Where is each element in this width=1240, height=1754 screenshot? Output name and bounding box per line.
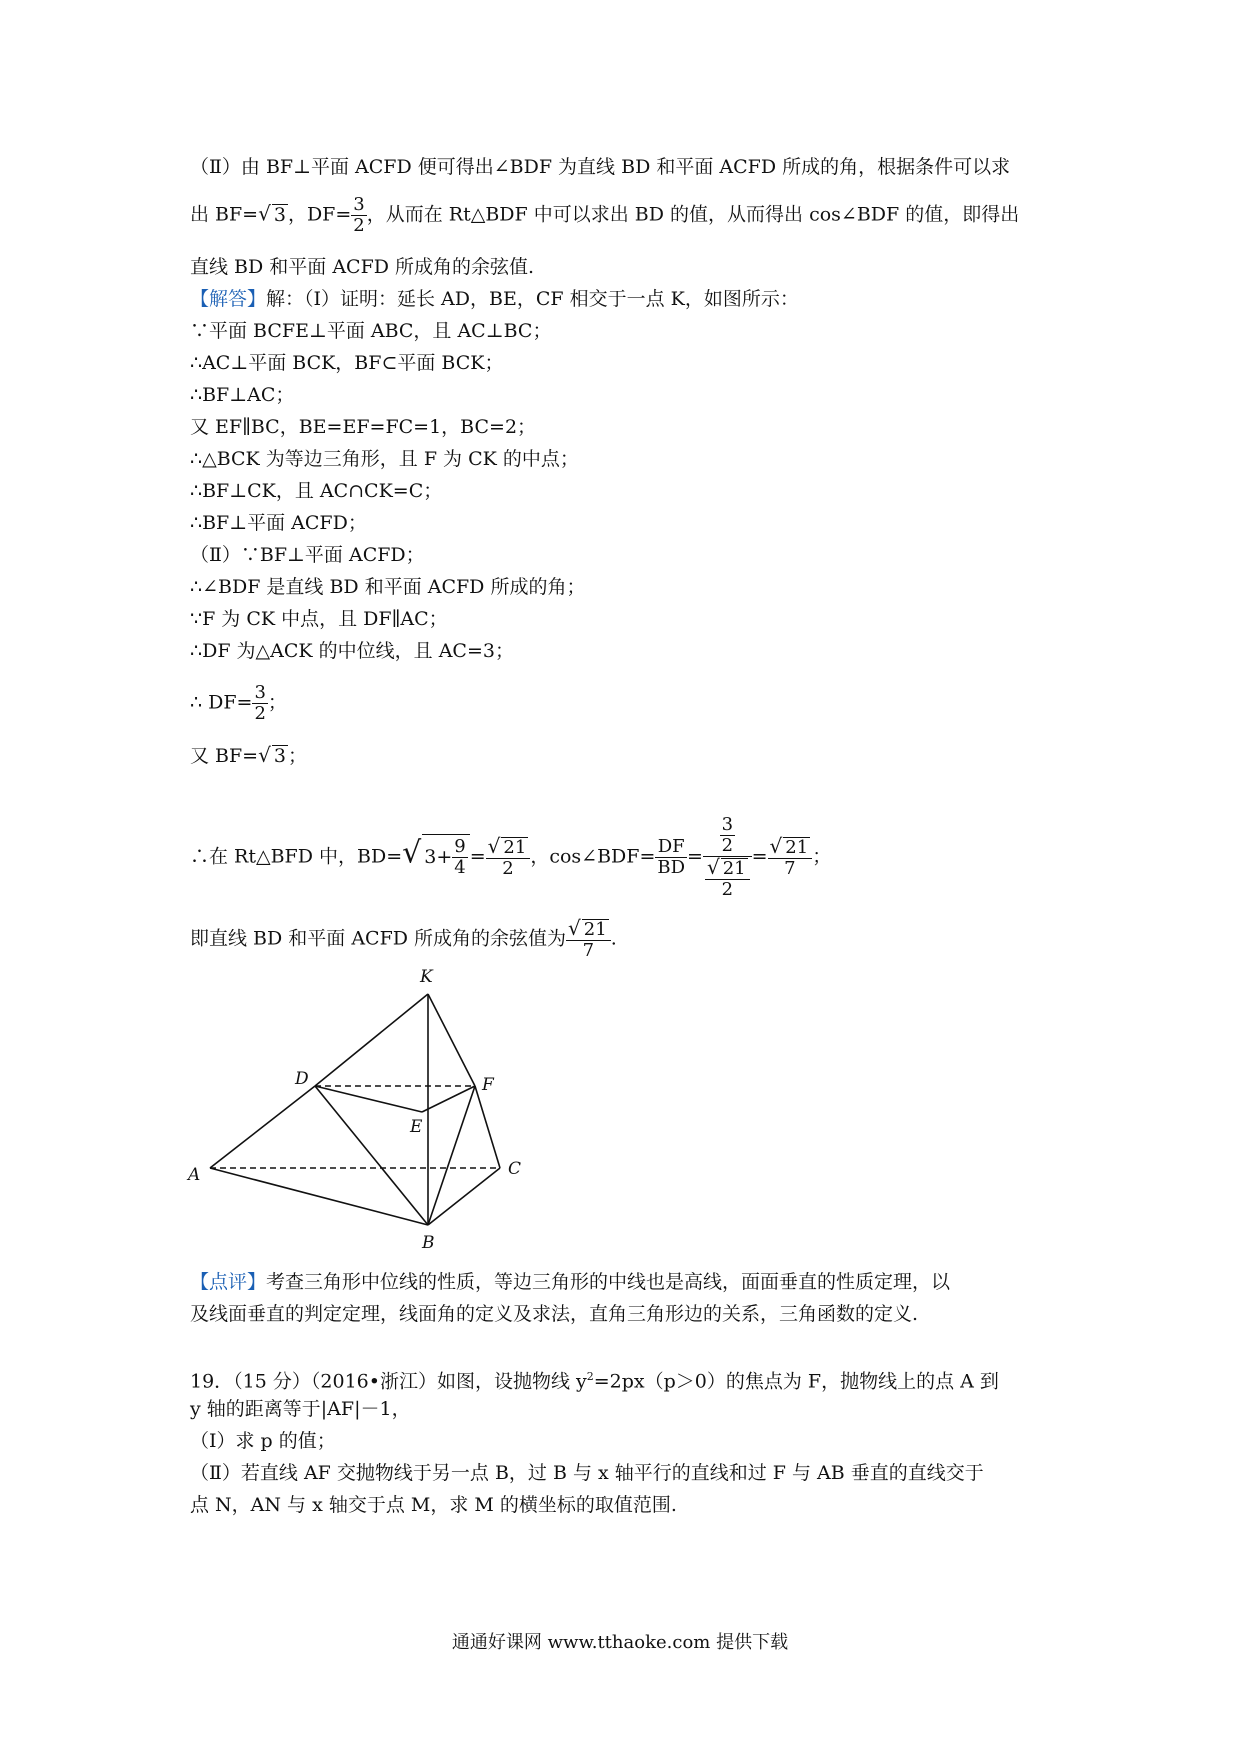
solution-line-6: ∴BF⊥CK，且 AC∩CK=C； <box>190 480 443 502</box>
denominator: BD <box>657 857 686 878</box>
sqrt-sign: √ <box>402 835 422 871</box>
text: 即直线 BD 和平面 ACFD 所成角的余弦值为 <box>190 927 567 950</box>
text: ，DF= <box>287 203 352 226</box>
radicand <box>422 834 469 879</box>
edge-AB <box>210 1168 428 1225</box>
denominator: 2 <box>721 879 734 900</box>
text: ，从而在 Rt△BDF 中可以求出 BD 的值，从而得出 cos∠BDF 的值，即得出 <box>366 203 1020 226</box>
solution-tag: 【解答】 <box>190 288 267 310</box>
sqrt-sign: √ <box>706 855 720 879</box>
final-answer <box>190 918 617 961</box>
text: ； <box>287 745 307 767</box>
sqrt-sign: √ <box>258 743 271 767</box>
fraction <box>452 837 467 878</box>
radicand: 21 <box>583 919 607 940</box>
text: 考查三角形中位线的性质，等边三角形的中线也是高线，面面垂直的性质定理，以 <box>266 1271 951 1293</box>
fraction <box>705 857 750 900</box>
numerator: 3 <box>721 814 734 835</box>
solution-line-11: ∴DF 为△ACK 的中位线，且 AC=3； <box>190 640 514 662</box>
denominator: 2 <box>502 858 514 879</box>
radicand: 3 <box>273 203 286 226</box>
calc-equation <box>190 815 831 900</box>
numerator: 3 <box>353 194 365 215</box>
text: ； <box>267 691 287 714</box>
sqrt-sign: √ <box>568 916 581 940</box>
radicand: 21 <box>722 858 746 879</box>
numerator <box>703 815 752 857</box>
denominator: 7 <box>784 858 796 879</box>
analysis-line-2 <box>190 195 1019 236</box>
point-label-A: A <box>188 1165 201 1185</box>
radicand: 21 <box>785 837 809 858</box>
problem19-line-4: （Ⅱ）若直线 AF 交抛物线于另一点 B，过 B 与 x 轴平行的直线和过 F 与 AB 垂直的直线交于 <box>190 1462 984 1484</box>
edge-AD <box>210 1086 315 1168</box>
point-label-D: D <box>295 1069 309 1089</box>
text: ∴在 Rt△BFD 中， <box>190 845 358 868</box>
edge-KF <box>428 994 475 1086</box>
fraction <box>566 918 611 961</box>
point-label-K: K <box>420 967 433 987</box>
review-tag: 【点评】 <box>190 1271 267 1293</box>
text: . <box>610 927 617 950</box>
denominator: 2 <box>254 703 266 724</box>
denominator: 2 <box>721 835 734 856</box>
problem19-line-3: （Ⅰ）求 p 的值； <box>190 1430 336 1452</box>
solution-line-3: ∴BF⊥AC； <box>190 384 295 406</box>
solution-line-10: ∵F 为 CK 中点，且 DF∥AC； <box>190 608 448 630</box>
numerator <box>705 857 750 880</box>
point-label-F: F <box>482 1075 494 1095</box>
denominator <box>703 857 752 900</box>
problem19-line-5: 点 N，AN 与 x 轴交于点 M，求 M 的横坐标的取值范围. <box>190 1494 677 1516</box>
sqrt-sign: √ <box>258 201 271 226</box>
problem19-line-1 <box>190 1362 999 1396</box>
numerator <box>768 836 813 859</box>
numerator: DF <box>655 837 687 858</box>
fraction <box>486 836 531 879</box>
eq: = <box>469 845 486 868</box>
compound-fraction <box>703 815 752 900</box>
fraction <box>655 837 687 878</box>
point-label-E: E <box>410 1117 423 1137</box>
denominator: 4 <box>454 857 466 878</box>
solution-line-0 <box>190 284 799 314</box>
numerator: 9 <box>454 836 466 857</box>
fraction <box>351 195 366 236</box>
edge-FC <box>475 1086 500 1168</box>
numerator <box>486 836 531 859</box>
edge-BC <box>428 1168 500 1225</box>
text: 出 BF= <box>190 203 259 226</box>
text: ∴ DF= <box>190 691 253 714</box>
numerator <box>566 918 611 941</box>
solution-line-7: ∴BF⊥平面 ACFD； <box>190 512 367 534</box>
sqrt-sign: √ <box>487 834 501 858</box>
review-line-1 <box>190 1267 950 1297</box>
solution-line-2: ∴AC⊥平面 BCK，BF⊂平面 BCK； <box>190 352 504 374</box>
denominator: 7 <box>582 940 595 961</box>
text: ； <box>812 845 832 868</box>
point-label-B: B <box>422 1233 435 1253</box>
eq: = <box>687 845 703 868</box>
edge-DB <box>315 1086 428 1225</box>
text: 解：（Ⅰ）证明：延长 AD，BE，CF 相交于一点 K，如图所示： <box>266 288 799 310</box>
solution-line-8: （Ⅱ）∵BF⊥平面 ACFD； <box>190 544 425 566</box>
sqrt-sign: √ <box>769 834 783 858</box>
fraction <box>252 683 267 724</box>
superscript: 2 <box>586 1370 594 1383</box>
problem19-line-2: y 轴的距离等于|AF|－1， <box>190 1398 411 1420</box>
geometry-figure <box>170 960 540 1260</box>
solution-line-1: ∵平面 BCFE⊥平面 ABC，且 AC⊥BC； <box>190 320 552 342</box>
point-label-C: C <box>508 1159 522 1179</box>
fraction <box>720 815 735 856</box>
edge-DE <box>315 1086 422 1112</box>
solution-line-5: ∴△BCK 为等边三角形，且 F 为 CK 的中点； <box>190 448 579 470</box>
edge-DK <box>315 994 428 1086</box>
bf-equation <box>190 740 307 771</box>
text: 19．（15 分）（2016•浙江）如图，设抛物线 y <box>190 1370 587 1393</box>
solution-line-4: 又 EF∥BC，BE=EF=FC=1，BC=2； <box>190 416 537 438</box>
review-line-2: 及线面垂直的判定定理，线面角的定义及求法，直角三角形边的关系，三角函数的定义. <box>190 1303 919 1325</box>
page-footer: 通通好课网 www.tthaoke.com 提供下载 <box>451 1632 789 1653</box>
numerator: 3 <box>254 682 266 703</box>
edge-BF <box>428 1086 475 1225</box>
fraction <box>768 836 813 879</box>
radicand: 21 <box>503 837 527 858</box>
analysis-line-3: 直线 BD 和平面 ACFD 所成角的余弦值. <box>190 256 535 278</box>
solution-line-9: ∴∠BDF 是直线 BD 和平面 ACFD 所成的角； <box>190 576 586 598</box>
df-equation <box>190 683 287 724</box>
text: 3+ <box>424 845 453 868</box>
eq: = <box>751 845 768 868</box>
denominator: 2 <box>353 215 365 236</box>
text: 又 BF= <box>190 745 259 767</box>
radicand: 3 <box>273 745 286 767</box>
text: =2px（p＞0）的焦点为 F，抛物线上的点 A 到 <box>593 1370 999 1393</box>
analysis-line-1: （Ⅱ）由 BF⊥平面 ACFD 便可得出∠BDF 为直线 BD 和平面 ACFD 所成的角，根据条件可以求 <box>190 156 1011 178</box>
text: ，cos∠BDF= <box>530 845 656 868</box>
bd-label: BD= <box>357 845 403 868</box>
